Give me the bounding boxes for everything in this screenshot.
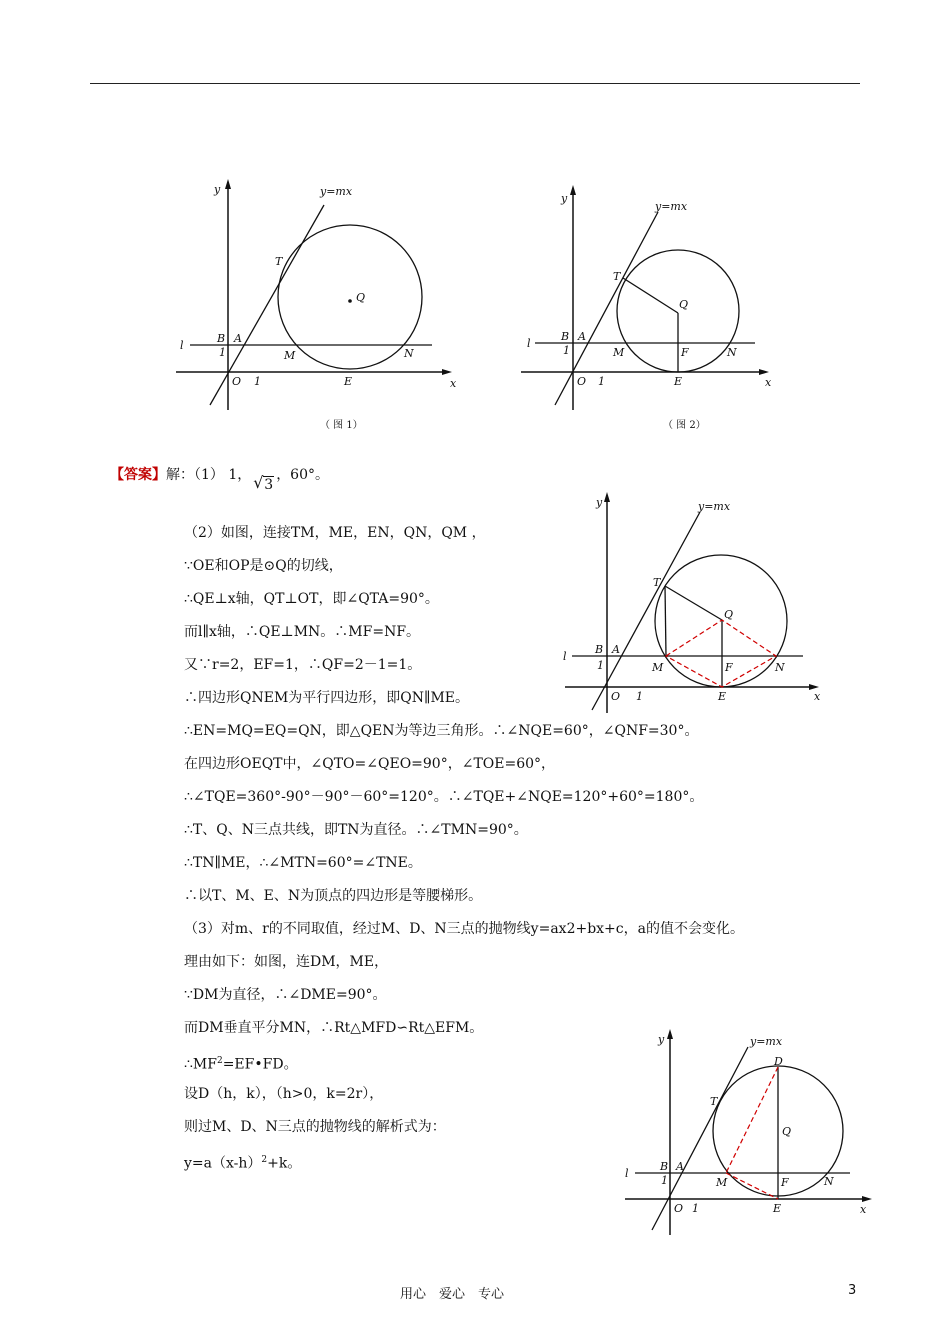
- label-o: O: [611, 690, 621, 703]
- answer-line-17: 而DM垂直平分MN，∴Rt△MFD∽Rt△EFM。: [184, 1020, 484, 1036]
- line-y-mx: [210, 205, 324, 405]
- line-y-mx: [652, 1047, 748, 1230]
- answer-line-19: 设D（h，k），（h>0，k=2r），: [184, 1086, 384, 1102]
- label-m: M: [716, 1176, 728, 1189]
- label-t: T: [653, 576, 661, 589]
- label-1-y: 1: [597, 659, 604, 672]
- parabola-pre: y=a（x-h）: [184, 1155, 262, 1172]
- answer-line-21: [184, 1150, 301, 1174]
- parabola-post: +k。: [267, 1155, 302, 1172]
- label-y: y: [596, 496, 603, 509]
- label-q: Q: [782, 1125, 792, 1138]
- red-dashed-rhombus: [666, 620, 776, 687]
- label-e: E: [773, 1202, 782, 1215]
- label-o: O: [232, 375, 242, 388]
- segment-tq: [623, 278, 678, 313]
- label-l: l: [180, 339, 184, 352]
- answer-line-12: ∴TN∥ME，∴∠MTN=60°=∠TNE。: [184, 855, 422, 871]
- label-t: T: [710, 1095, 718, 1108]
- parabola-sup: 2: [261, 1155, 268, 1165]
- label-a: A: [676, 1160, 684, 1173]
- answer-tag: 【答案】: [110, 467, 166, 483]
- y-axis-arrow-icon: [667, 1029, 673, 1039]
- label-line: y=mx: [698, 500, 731, 513]
- answer-line-13: ∴以T、M、E、N为顶点的四边形是等腰梯形。: [184, 888, 483, 904]
- answer-line-20: 则过M、D、N三点的抛物线的解析式为：: [184, 1119, 446, 1135]
- mf-pre: ∴MF: [184, 1056, 217, 1073]
- label-o: O: [577, 375, 587, 388]
- label-l: l: [527, 337, 531, 350]
- label-o: O: [674, 1202, 684, 1215]
- sqrt-three: [253, 475, 274, 495]
- label-b: B: [595, 643, 604, 656]
- label-y: y: [214, 183, 221, 196]
- answer-part1-post: ，60°。: [276, 467, 330, 483]
- figure-2: [515, 180, 785, 440]
- answer-line-1: [110, 465, 330, 493]
- answer-line-11: ∴T、Q、N三点共线，即TN为直径。∴∠TMN=90°。: [184, 822, 528, 838]
- label-x: x: [450, 377, 457, 390]
- label-a: A: [234, 332, 242, 345]
- label-q: Q: [724, 608, 734, 621]
- line-y-mx: [555, 212, 658, 405]
- label-line: y=mx: [655, 200, 688, 213]
- label-1-y: 1: [563, 344, 570, 357]
- y-axis-arrow-icon: [570, 185, 576, 195]
- sqrt-value: 3: [264, 477, 274, 493]
- footer-text: 用心 爱心 专心: [400, 1287, 505, 1302]
- label-y: y: [658, 1033, 665, 1046]
- x-axis-arrow-icon: [759, 369, 769, 375]
- label-e: E: [344, 375, 353, 388]
- label-d: D: [774, 1055, 783, 1068]
- label-q: Q: [356, 291, 366, 304]
- answer-line-10: ∴∠TQE=360°-90°－90°－60°=120°。∴∠TQE+∠NQE=120°+60°=180°。: [184, 789, 704, 805]
- answer-line-18: [184, 1051, 298, 1075]
- label-a: A: [578, 330, 586, 343]
- header-rule: [90, 83, 860, 84]
- label-e: E: [718, 690, 727, 703]
- label-f: F: [681, 346, 689, 359]
- answer-line-3: ∵OE和OP是⊙Q的切线，: [184, 558, 343, 574]
- x-axis-arrow-icon: [442, 369, 452, 375]
- answer-line-4: ∴QE⊥x轴，QT⊥OT，即∠QTA=90°。: [184, 591, 439, 607]
- label-f: F: [725, 661, 733, 674]
- answer-line-15: 理由如下：如图，连DM，ME，: [184, 954, 389, 970]
- label-b: B: [561, 330, 570, 343]
- segment-tm: [665, 586, 666, 656]
- answer-line-14: （3）对m、r的不同取值，经过M、D、N三点的抛物线y=ax2+bx+c，a的值不会变化。: [184, 921, 744, 937]
- label-1-x: 1: [254, 375, 261, 388]
- figure-4: [620, 1025, 890, 1240]
- caption: （ 图 2）: [663, 420, 706, 431]
- mf-post: =EF•FD。: [222, 1056, 298, 1073]
- mf-sup: 2: [216, 1056, 223, 1066]
- label-x: x: [814, 690, 821, 703]
- answer-line-2: （2）如图，连接TM，ME，EN，QN，QM ，: [184, 525, 486, 541]
- label-x: x: [860, 1203, 867, 1216]
- label-a: A: [612, 643, 620, 656]
- label-line: y=mx: [320, 185, 353, 198]
- answer-line-9: 在四边形OEQT中，∠QTO=∠QEO=90°，∠TOE=60°，: [184, 756, 556, 772]
- caption: （ 图 1）: [320, 420, 363, 431]
- y-axis-arrow-icon: [225, 179, 231, 189]
- label-n: N: [727, 346, 737, 359]
- label-1-x: 1: [636, 690, 643, 703]
- label-t: T: [275, 255, 283, 268]
- label-n: N: [775, 661, 785, 674]
- label-m: M: [613, 346, 625, 359]
- label-line: y=mx: [750, 1035, 783, 1048]
- segment-tq: [665, 586, 722, 620]
- figure-3: [560, 488, 830, 718]
- label-f: F: [781, 1176, 789, 1189]
- line-y-mx: [592, 512, 700, 710]
- label-b: B: [217, 332, 226, 345]
- page-number: 3: [848, 1283, 857, 1298]
- x-axis-arrow-icon: [862, 1196, 872, 1202]
- label-1-y: 1: [219, 346, 226, 359]
- label-x: x: [765, 376, 772, 389]
- label-e: E: [674, 375, 683, 388]
- label-l: l: [625, 1167, 629, 1180]
- label-t: T: [613, 270, 621, 283]
- figure-1: [170, 175, 460, 440]
- label-n: N: [824, 1175, 834, 1188]
- answer-line-6: 又∵r=2，EF=1，∴QF=2－1=1。: [184, 657, 422, 673]
- radical-icon: √: [253, 473, 264, 492]
- label-y: y: [561, 192, 568, 205]
- answer-line-5: 而l∥x轴，∴QE⊥MN。∴MF=NF。: [184, 624, 421, 640]
- label-1-y: 1: [661, 1174, 668, 1187]
- label-1-x: 1: [598, 375, 605, 388]
- answer-line-7: ∴四边形QNEM为平行四边形，即QN∥ME。: [184, 690, 470, 706]
- answer-line-16: ∵DM为直径，∴∠DME=90°。: [184, 987, 387, 1003]
- label-n: N: [404, 347, 414, 360]
- label-m: M: [652, 661, 664, 674]
- label-1-x: 1: [692, 1202, 699, 1215]
- label-l: l: [563, 650, 567, 663]
- y-axis-arrow-icon: [604, 492, 610, 502]
- answer-part1-pre: 解：（1） 1，: [166, 467, 252, 483]
- answer-line-8: ∴EN=MQ=EQ=QN，即△QEN为等边三角形。∴∠NQE=60°，∠QNF=30°。: [184, 723, 699, 739]
- point-q: [348, 299, 352, 303]
- label-m: M: [284, 349, 296, 362]
- label-b: B: [660, 1160, 669, 1173]
- label-q: Q: [679, 298, 689, 311]
